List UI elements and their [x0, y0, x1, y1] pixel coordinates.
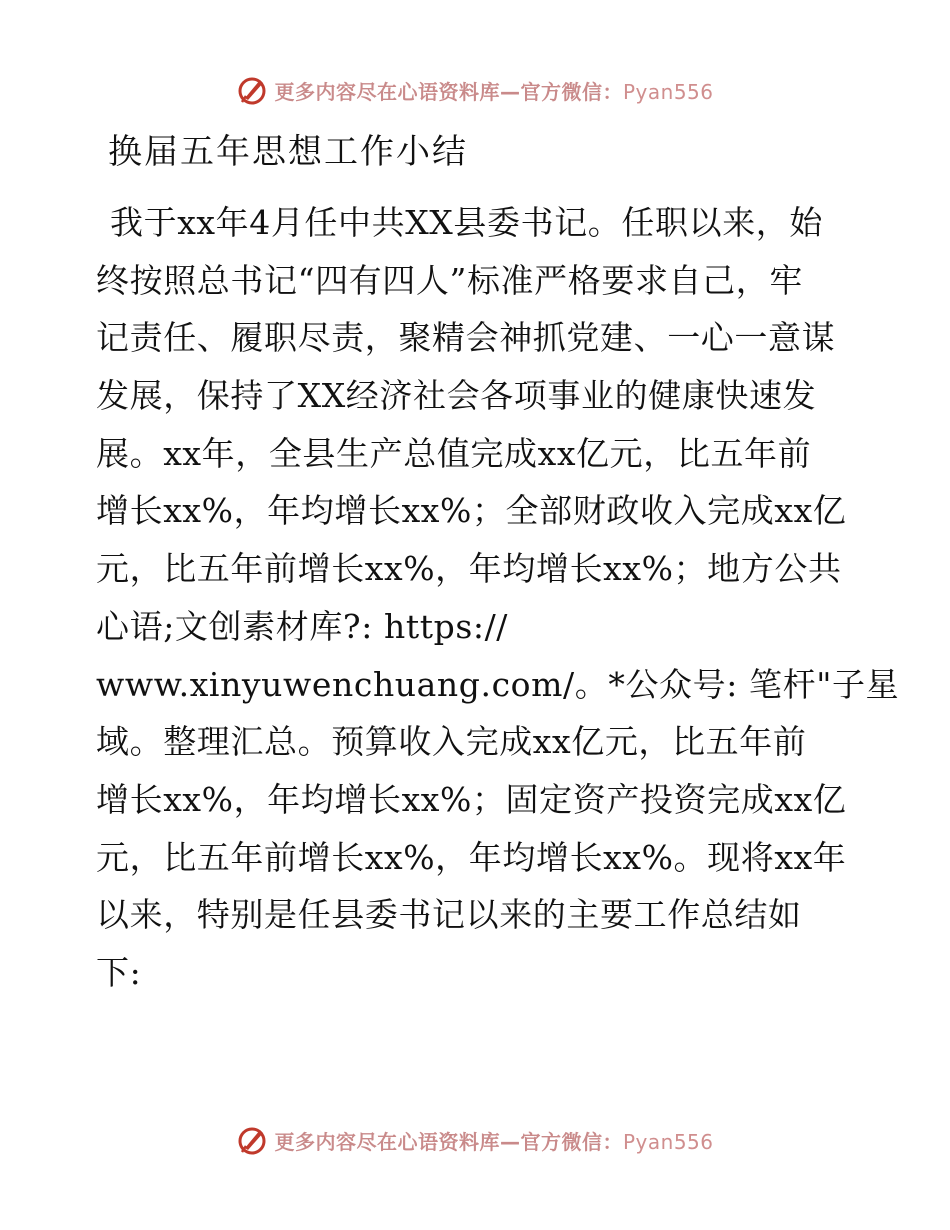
paragraph-line: 发展，保持了XX经济社会各项事业的健康快速发	[96, 376, 817, 416]
header-banner-text	[274, 76, 713, 105]
paragraph-line: 增长xx%，年均增长xx%；全部财政收入完成xx亿	[96, 491, 847, 531]
paragraph-line: 心语;文创素材库?: https://	[96, 606, 509, 646]
paragraph-line: www.xinyuwenchuang.com/。*公众号: 笔杆"子星	[96, 664, 900, 704]
quill-logo-icon	[236, 1124, 268, 1156]
document-body	[96, 194, 900, 1002]
header-banner-label: 更多内容尽在心语资料库—官方微信：	[274, 79, 623, 104]
footer-banner-text	[274, 1126, 713, 1155]
paragraph-line: 元，比五年前增长xx%，年均增长xx%；地方公共	[96, 549, 842, 589]
footer-banner-label: 更多内容尽在心语资料库—官方微信：	[274, 1129, 623, 1154]
paragraph-line: 域。整理汇总。预算收入完成xx亿元，比五年前	[96, 722, 807, 762]
paragraph-line: 增长xx%，年均增长xx%；固定资产投资完成xx亿	[96, 779, 847, 819]
paragraph-line: 下:	[96, 952, 142, 992]
quill-logo-icon	[236, 74, 268, 106]
paragraph-line: 元，比五年前增长xx%，年均增长xx%。现将xx年	[96, 837, 847, 877]
paragraph-line: 展。xx年，全县生产总值完成xx亿元，比五年前	[96, 433, 812, 473]
header-banner	[0, 68, 950, 112]
paragraph-line: 记责任、履职尽责，聚精会神抓党建、一心一意谋	[96, 318, 836, 358]
paragraph-line: 以来，特别是任县委书记以来的主要工作总结如	[96, 895, 802, 935]
paragraph-line: 终按照总书记“四有四人”标准严格要求自己，牢	[96, 260, 803, 300]
header-banner-handle: Pyan556	[622, 79, 714, 104]
document-title: 换届五年思想工作小结	[108, 132, 468, 172]
paragraph-line: 我于xx年4月任中共XX县委书记。任职以来，始	[110, 203, 824, 242]
footer-banner	[0, 1118, 950, 1162]
footer-banner-handle: Pyan556	[622, 1129, 714, 1154]
